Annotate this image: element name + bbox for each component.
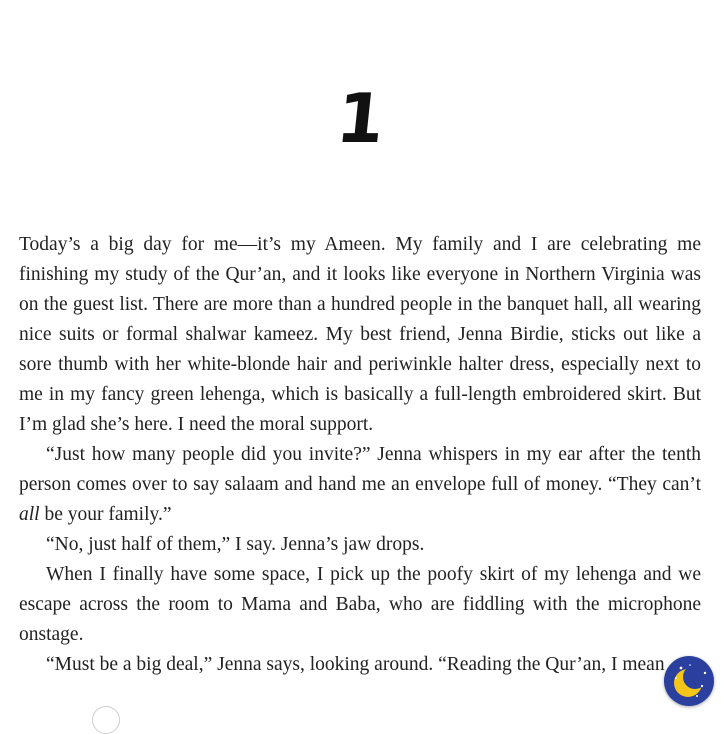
emphasized-word: all <box>19 504 40 525</box>
page-curl-indicator <box>92 706 120 734</box>
paragraph-text: “Must be a big deal,” Jenna says, looking around. “Reading the Qur’an, I mean <box>46 654 665 675</box>
paragraph-text: When I finally have some space, I pick up the poofy skirt of my lehenga and we escape across the room to Mama and Baba, who are fiddling with the microphone onstage. <box>19 564 701 645</box>
moon-stars-icon <box>664 656 714 706</box>
paragraph-text: Today’s a big day for me—it’s my Ameen. My family and I are celebrating me finishing my study of the Qur’an, and it looks like everyone in Northern Virginia was on the guest list. There are more than a hundred people in the banquet hall, all wearing nice suits or formal shalwar kameez. My best friend, Jenna Birdie, sticks out like a sore thumb with her white-blonde hair and periwinkle halter dress, especially next to me in my fancy green lehenga, which is basically a full-length embroidered skirt. But I’m glad she’s here. I need the moral support. <box>19 234 701 435</box>
paragraph-text: “No, just half of them,” I say. Jenna’s jaw drops. <box>46 534 425 555</box>
paragraph-text: “Just how many people did you invite?” Jenna whispers in my ear after the tenth person comes over to say salaam and hand me an envelope full of money. “They can’t <box>19 444 701 495</box>
paragraph-5 <box>19 650 701 680</box>
paragraph-1 <box>19 230 701 440</box>
paragraph-text: be your family.” <box>39 504 172 525</box>
paragraph-3 <box>19 530 701 560</box>
paragraph-2 <box>19 440 701 530</box>
chapter-body <box>19 230 701 680</box>
chapter-number: 1 <box>332 80 389 159</box>
night-mode-button[interactable] <box>664 656 714 706</box>
paragraph-4 <box>19 560 701 650</box>
